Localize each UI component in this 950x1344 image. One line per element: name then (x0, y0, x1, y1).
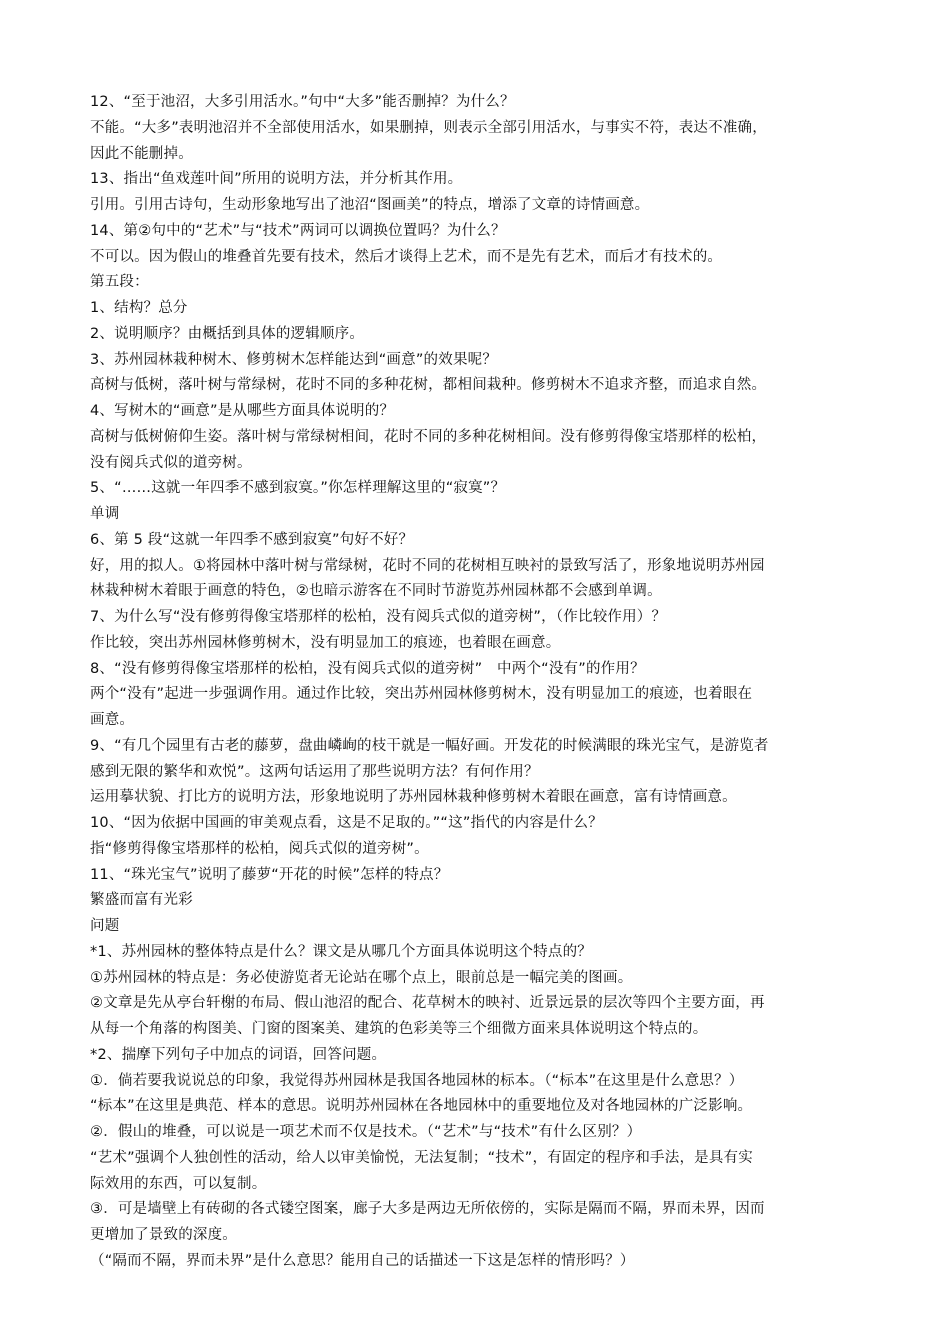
section-heading: 第五段： (90, 274, 149, 291)
text-line: 引用。引用古诗句，生动形象地写出了池沼“图画美”的特点，增添了文章的诗情画意。 (90, 197, 650, 213)
text-line: 好，用的拟人。①将园林中落叶树与常绿树，花时不同的花树相互映衬的景致写活了，形象地说明苏州园 (90, 557, 765, 574)
text-line: ①．倘若要我说说总的印象，我觉得苏州园林是我国各地园林的标本。（“标本”在这里是什么意思？） (90, 1072, 744, 1089)
text-line: 2、说明顺序？由概括到具体的逻辑顺序。 (90, 325, 365, 342)
text-line: 13、指出“鱼戏莲叶间”所用的说明方法，并分析其作用。 (90, 171, 463, 188)
text-line: ①苏州园林的特点是：务必使游览者无论站在哪个点上，眼前总是一幅完美的图画。 (90, 969, 633, 986)
text-line: 际效用的东西，可以复制。 (90, 1175, 267, 1192)
text-line: 6、第 5 段“这就一年四季不感到寂寞”句好不好？ (90, 531, 414, 548)
text-line: 因此不能删掉。 (90, 145, 193, 162)
text-line: “标本”在这里是典范、样本的意思。说明苏州园林在各地园林中的重要地位及对各地园林的广泛影响。 (90, 1098, 753, 1115)
text-line: 10、“因为依据中国画的审美观点看，这是不足取的。”“这”指代的内容是什么？ (90, 815, 603, 831)
text-line: 不能。“大多”表明池沼并不全部使用活水，如果删掉，则表示全部引用活水，与事实不符，表达不准确， (90, 119, 767, 136)
text-line: 11、“珠光宝气”说明了藤萝“开花的时候”怎样的特点？ (90, 866, 449, 883)
text-line: 作比较，突出苏州园林修剪树木，没有明显加工的痕迹，也着眼在画意。 (90, 634, 561, 651)
text-line: 不可以。因为假山的堆叠首先要有技术，然后才谈得上艺术，而不是先有艺术，而后才有技术的。 (90, 248, 723, 265)
text-line: ②文章是先从亭台轩榭的布局、假山池沼的配合、花草树木的映衬、近景远景的层次等四个主要方面，再 (90, 995, 765, 1012)
text-line: ③．可是墙壁上有砖砌的各式镂空图案，廊子大多是两边无所依傍的，实际是隔而不隔，界而未界，因而 (90, 1201, 765, 1218)
text-line: 从每一个角落的构图美、门窗的图案美、建筑的色彩美等三个细微方面来具体说明这个特点的。 (90, 1021, 708, 1037)
text-line: *2、揣摩下列句子中加点的词语，回答问题。 (90, 1046, 387, 1063)
text-line: 没有阅兵式似的道旁树。 (90, 454, 252, 471)
text-line: 两个“没有”起进一步强调作用。通过作比较，突出苏州园林修剪树木，没有明显加工的痕迹，也着眼在 (90, 686, 753, 703)
text-line: 3、苏州园林栽种树木、修剪树木怎样能达到“画意”的效果呢？ (90, 351, 498, 368)
text-line: 感到无限的繁华和欢悦”。这两句话运用了那些说明方法？有何作用？ (90, 763, 539, 780)
text-line: （“隔而不隔，界而未界”是什么意思？能用自己的话描述一下这是怎样的情形吗？） (90, 1252, 635, 1269)
text-line: “艺术”强调个人独创性的活动，给人以审美愉悦，无法复制；“技术”，有固定的程序和手法，是具有实 (90, 1149, 753, 1166)
text-line: 9、“有几个园里有古老的藤萝，盘曲嶙峋的枝干就是一幅好画。开发花的时候满眼的珠光宝气，是游览者 (90, 737, 769, 754)
text-line: 5、“……这就一年四季不感到寂寞。”你怎样理解这里的“寂寞”？ (90, 480, 506, 497)
text-line: 更增加了景致的深度。 (90, 1227, 237, 1243)
text-line: 高树与低树俯仰生姿。落叶树与常绿树相间，花时不同的多种花树相间。没有修剪得像宝塔那样的松柏， (90, 428, 767, 445)
text-line: 4、写树木的“画意”是从哪些方面具体说明的？ (90, 403, 395, 419)
text-line: 1、结构？总分 (90, 300, 188, 316)
text-line: 8、“没有修剪得像宝塔那样的松柏，没有阅兵式似的道旁树” 中两个“没有”的作用？ (90, 660, 645, 677)
text-line: 7、为什么写“没有修剪得像宝塔那样的松柏，没有阅兵式似的道旁树”，（作比较作用）？ (90, 609, 667, 625)
document-page (90, 90, 865, 1275)
text-line: 运用摹状貌、打比方的说明方法，形象地说明了苏州园林栽种修剪树木着眼在画意，富有诗情画意。 (90, 789, 737, 806)
text-line: 12、“至于池沼，大多引用活水。”句中“大多”能否删掉？为什么？ (90, 94, 515, 110)
text-line: 繁盛而富有光彩 (90, 892, 193, 909)
text-line: 14、第②句中的“艺术”与“技术”两词可以调换位置吗？为什么？ (90, 222, 506, 239)
text-line: ②．假山的堆叠，可以说是一项艺术而不仅是技术。（“艺术”与“技术”有什么区别？） (90, 1124, 642, 1140)
text-line: 高树与低树，落叶树与常绿树，花时不同的多种花树，都相间栽种。修剪树木不追求齐整，而追求自然。 (90, 377, 767, 394)
text-line: *1、苏州园林的整体特点是什么？课文是从哪几个方面具体说明这个特点的？ (90, 943, 592, 960)
text-line: 单调 (90, 506, 120, 522)
text-line: 画意。 (90, 712, 135, 728)
text-line: 指“修剪得像宝塔那样的松柏，阅兵式似的道旁树”。 (90, 840, 429, 857)
text-line: 林栽种树木着眼于画意的特色，②也暗示游客在不同时节游览苏州园林都不会感到单调。 (90, 583, 662, 600)
section-heading: 问题 (90, 918, 120, 934)
